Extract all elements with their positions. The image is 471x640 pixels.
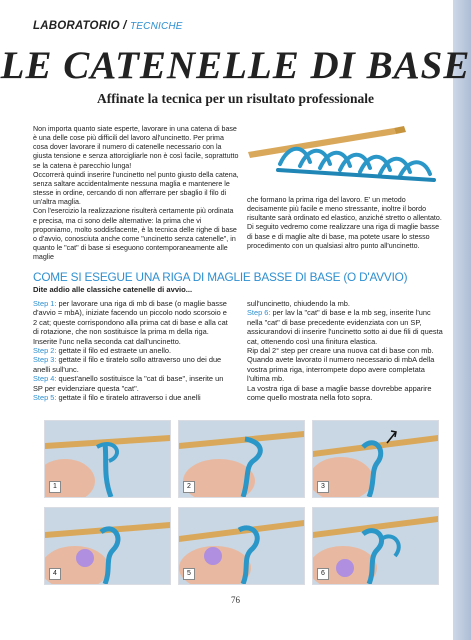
intro-paragraph: Non importa quanto siate esperte, lavorare in una catena di base è una delle cose più difficili del lavoro all'uncinetto. Per prima cosa dover lavorare il numero di catenelle necessario con la giusta tensione e senza attorcigliarle non è così facile, soprattutto se la catena è parecchio lunga! <box>33 125 239 170</box>
step-label: Step 3: <box>33 355 57 365</box>
step-paragraph <box>33 346 233 355</box>
step-label: Step 6: <box>247 308 271 318</box>
step-photo-3 <box>312 420 439 498</box>
step-paragraph <box>33 374 233 393</box>
section-header <box>33 20 183 32</box>
step-text: per lavorare una riga di mb di base (o maglie basse d'avvio = mbA), iniziate facendo un piccolo nodo scorsoio e 2 cat; queste corrispondono alla prima cat di base e alla cat di rotazione, che non sostituisce la prima m della riga. Inserite l'unc nella seconda cat dall'uncinetto. <box>33 299 228 346</box>
step-1-illustration <box>45 421 170 497</box>
intro-paragraph: Con l'esercizio la realizzazione risulterà certamente più ordinata e precisa, ma ci sono delle alternative: la prima che vi proponiamo, molto soddisfacente, è la tecnica delle righe di base o d'avvio, conosciuta anche come "uncinetto senza catenelle", in quanto le "cat" di base si eseguono contemporaneamente alle maglie <box>33 207 237 262</box>
step-label: Step 4: <box>33 374 57 384</box>
hook-and-chain-illustration <box>244 114 449 194</box>
step-photo-1 <box>44 420 171 498</box>
stitch-marker-icon <box>336 559 354 577</box>
stitch-marker-icon <box>204 547 222 565</box>
intro-text-right <box>247 196 443 251</box>
step-paragraph <box>247 299 445 308</box>
photo-number: 5 <box>183 568 195 580</box>
photo-number: 3 <box>317 481 329 493</box>
step-paragraph <box>247 308 445 346</box>
intro-paragraph: Di seguito vedremo come realizzare una riga di maglie basse di base e di maglie alte di base, ma potete usare lo stesso procedimento con un qualsiasi altro punto all'uncinetto. <box>247 223 440 250</box>
step-text: sull'uncinetto, chiudendo la mb. <box>247 299 350 308</box>
steps-column-left <box>33 299 233 402</box>
step-5-illustration <box>179 508 304 584</box>
how-to-subheading: Dite addio alle classiche catenelle di avvio... <box>33 285 193 294</box>
step-paragraph <box>33 299 233 346</box>
step-paragraph <box>247 384 445 403</box>
photo-number: 4 <box>49 568 61 580</box>
step-photo-2 <box>178 420 305 498</box>
stitch-marker-icon <box>76 549 94 567</box>
step-text: quest'anello sostituisce la "cat di base", inserite un SP per evidenziare questa "cat". <box>33 374 224 393</box>
step-2-illustration <box>179 421 304 497</box>
step-text: gettate il filo e tiratelo attraverso i due anelli <box>56 393 201 403</box>
step-text: gettate il filo e tiratelo sollo attraverso uno dei due anelli sull'unc. <box>33 355 222 374</box>
step-paragraph <box>247 346 445 384</box>
page-subtitle: Affinate la tecnica per un risultato professionale <box>97 91 374 106</box>
page-number: 76 <box>231 595 240 605</box>
intro-paragraph: che formano la prima riga del lavoro. E' un metodo decisamente più facile e meno stressante, inoltre il bordo risultante sarà ordinato ed elastico, anziché stretto o allentato. <box>247 196 442 223</box>
step-paragraph <box>33 355 233 374</box>
step-3-illustration <box>313 421 438 497</box>
step-label: Step 5: <box>33 393 57 403</box>
hero-photo-crochet-chain <box>244 114 449 194</box>
steps-column-right <box>247 299 445 402</box>
photo-number: 2 <box>183 481 195 493</box>
how-to-heading: COME SI ESEGUE UNA RIGA DI MAGLIE BASSE DI BASE (O D'AVVIO) <box>33 270 408 284</box>
page-title: LE CATENELLE DI BASE <box>0 44 471 87</box>
crochet-hook-icon <box>248 126 406 158</box>
intro-paragraph: Occorrerà quindi inserire l'uncinetto nel punto giusto della catena, senza saltare accidentalmente nessuna maglia e mantenere le stesse in ordine, cercando di non afferrare per sbaglio il filo di un'altra maglia. <box>33 170 239 207</box>
photo-number: 1 <box>49 481 61 493</box>
step-label: Step 1: <box>33 299 57 308</box>
step-text: La vostra riga di base a maglie basse dovrebbe apparire come quello mostrata nella foto sopra. <box>247 383 432 403</box>
step-paragraph <box>33 393 233 402</box>
intro-text-left <box>33 125 239 262</box>
section-separator: / <box>123 20 127 32</box>
step-6-illustration <box>313 508 438 584</box>
step-4-illustration <box>45 508 170 584</box>
step-text: gettate il filo ed estraete un anello. <box>56 346 172 356</box>
step-photo-4 <box>44 507 171 585</box>
step-text: Rip dal 2° step per creare una nuova cat di base con mb. Quando avete lavorato il numero necessario di mbA della vostra prima riga, interrompete dopo avere completata l'ultima mb. <box>247 346 435 384</box>
step-photo-5 <box>178 507 305 585</box>
step-text: per lav la "cat" di base e la mb seg, inserite l'unc nella "cat" di base precedente evidenziata con un SP, assicurandovi di inserire l'uncinetto sotto ai due fili di questa cat, ottenendo così una finitura elastica. <box>247 308 443 346</box>
crochet-chain-icon <box>278 149 434 180</box>
subsection-label: TECNICHE <box>129 21 183 32</box>
section-label: LABORATORIO <box>33 20 120 32</box>
step-photo-6 <box>312 507 439 585</box>
step-label: Step 2: <box>33 346 57 356</box>
photo-number: 6 <box>317 568 329 580</box>
